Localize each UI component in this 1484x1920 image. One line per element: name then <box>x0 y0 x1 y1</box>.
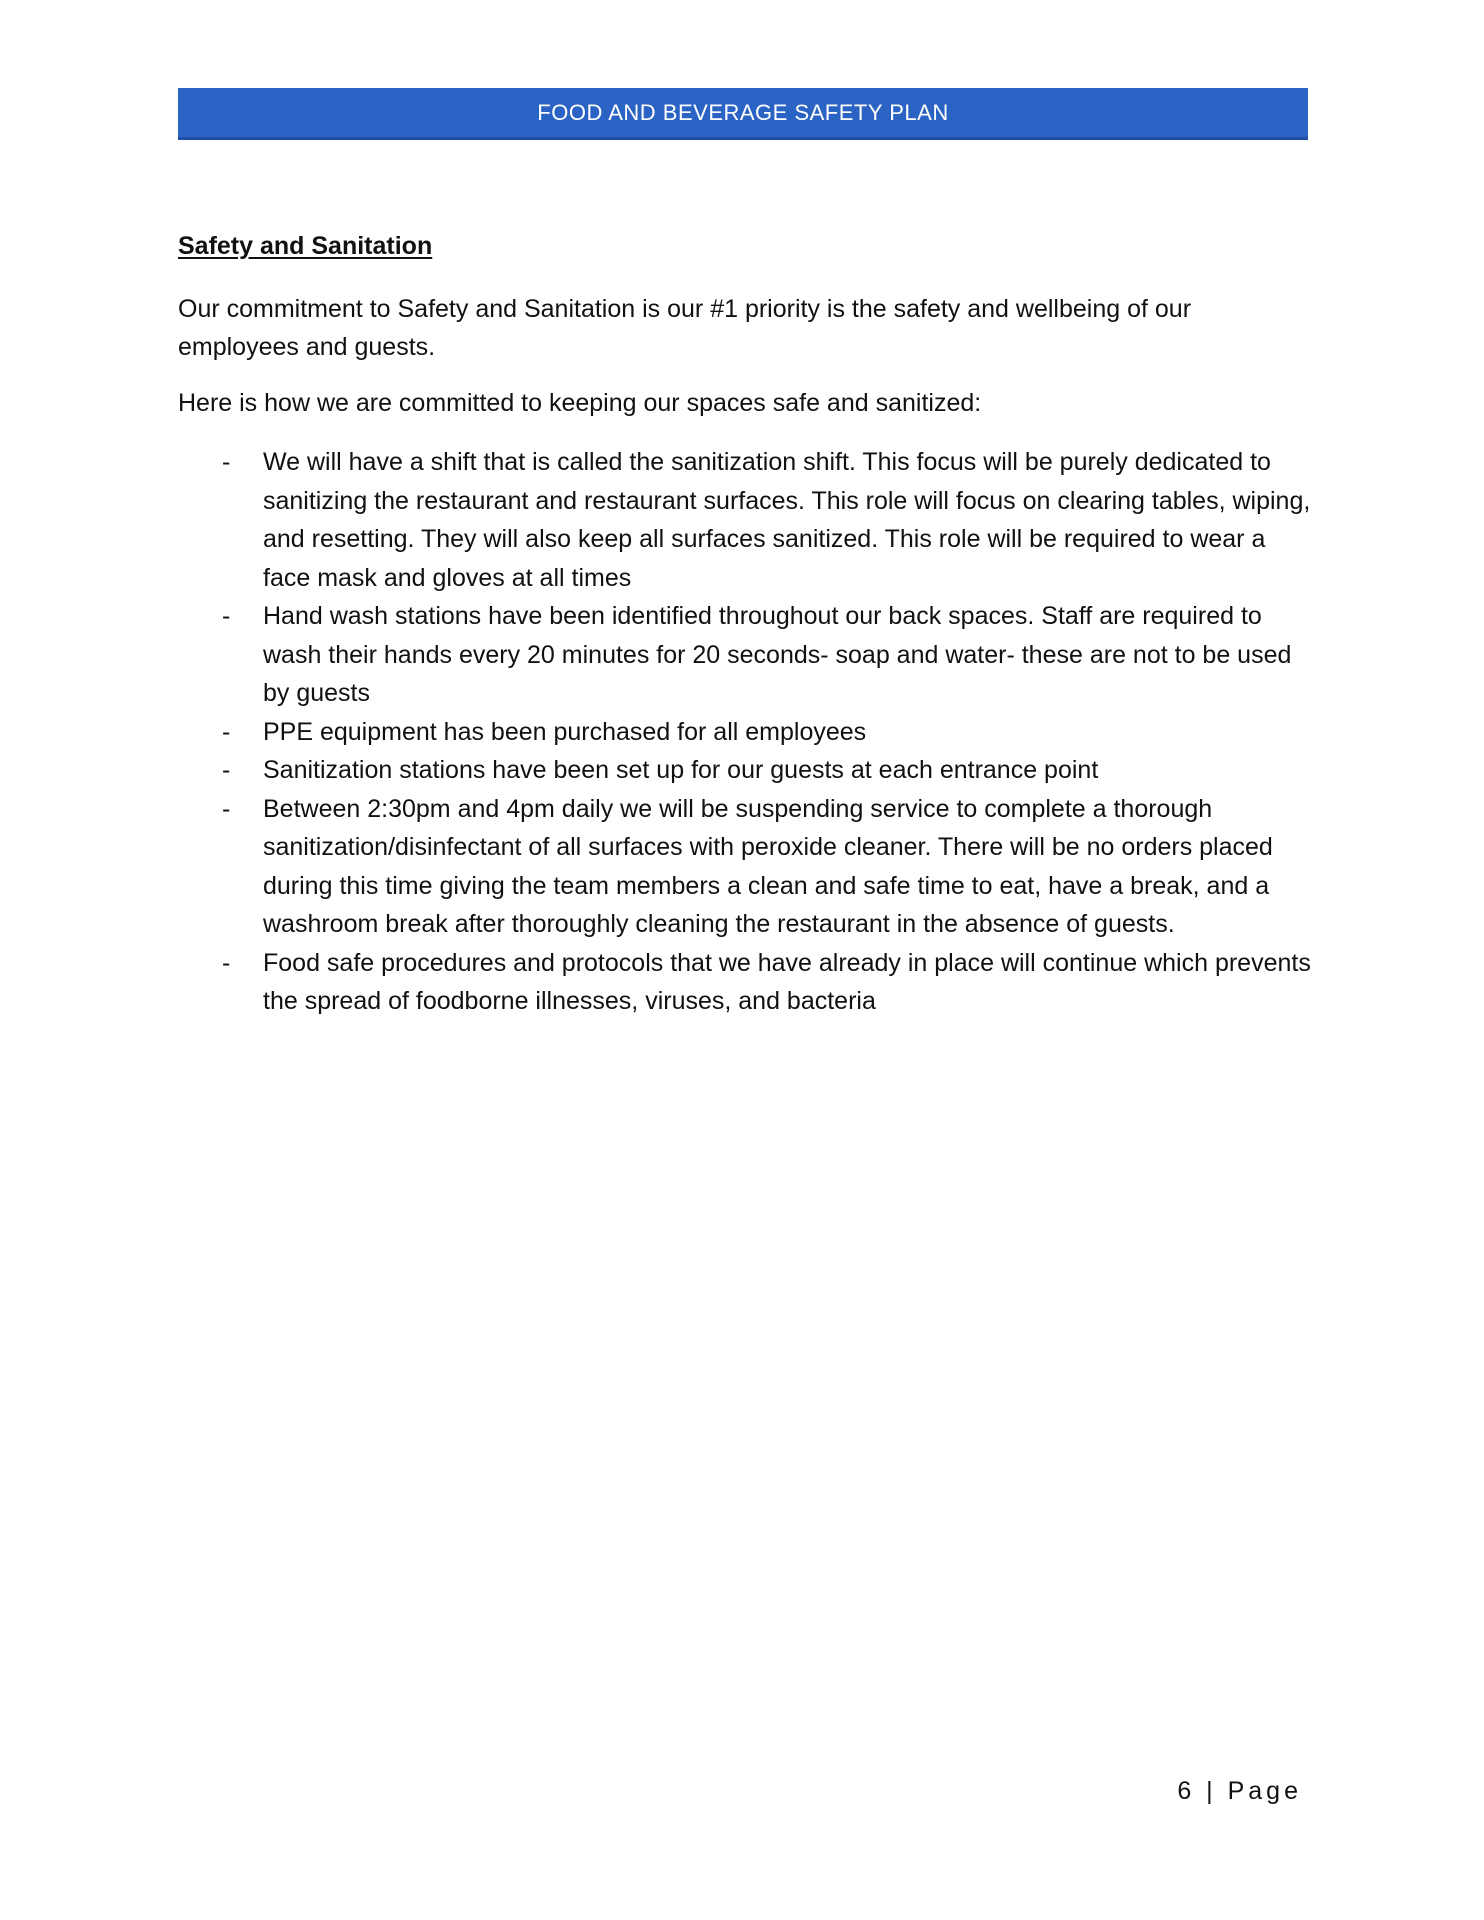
list-item <box>178 751 1318 790</box>
bullet-dash: - <box>222 602 231 630</box>
bullet-dash: - <box>222 756 231 784</box>
bullet-list <box>178 443 1318 1021</box>
list-item <box>178 713 1318 752</box>
bullet-dash: - <box>222 448 231 476</box>
lead-paragraph: Here is how we are committed to keeping our spaces safe and sanitized: <box>178 389 982 417</box>
list-item-text: Sanitization stations have been set up for our guests at each entrance point <box>263 756 1099 784</box>
list-item-text: Hand wash stations have been identified throughout our back spaces. Staff are required to wash their hands every 20 minutes for 20 seconds- soap and water- these are not to be used by guests <box>263 602 1292 707</box>
intro-paragraph: Our commitment to Safety and Sanitation is our #1 priority is the safety and wellbeing of our employees and guests. <box>178 295 1192 361</box>
list-item-text: Food safe procedures and protocols that we have already in place will continue which prevents the spread of foodborne illnesses, viruses, and bacteria <box>263 948 1311 1015</box>
bullet-dash: - <box>222 948 231 977</box>
header-band <box>178 88 1308 140</box>
list-item <box>178 944 1318 1021</box>
list-item-text: We will have a shift that is called the sanitization shift. This focus will be purely dedicated to sanitizing the restaurant and restaurant surfaces. This role will focus on clearing tables, wiping, and resetting. They will also keep all surfaces sanitized. This role will be required to wear a face mask and gloves at all times <box>263 448 1311 592</box>
list-item <box>178 790 1318 944</box>
page-number: 6 | Page <box>1177 1777 1302 1805</box>
bullet-dash: - <box>222 794 231 823</box>
list-item <box>178 443 1318 597</box>
list-item-text: PPE equipment has been purchased for all employees <box>263 717 867 746</box>
header-title: FOOD AND BEVERAGE SAFETY PLAN <box>537 99 949 125</box>
section-heading: Safety and Sanitation <box>178 232 433 260</box>
list-item <box>178 597 1318 713</box>
bullet-dash: - <box>222 717 231 746</box>
list-item-text: Between 2:30pm and 4pm daily we will be suspending service to complete a thorough sanitization/disinfectant of all surfaces with peroxide cleaner. There will be no orders placed during this time giving the team members a clean and safe time to eat, have a break, and a washroom break after thoroughly cleaning the restaurant in the absence of guests. <box>263 794 1273 938</box>
